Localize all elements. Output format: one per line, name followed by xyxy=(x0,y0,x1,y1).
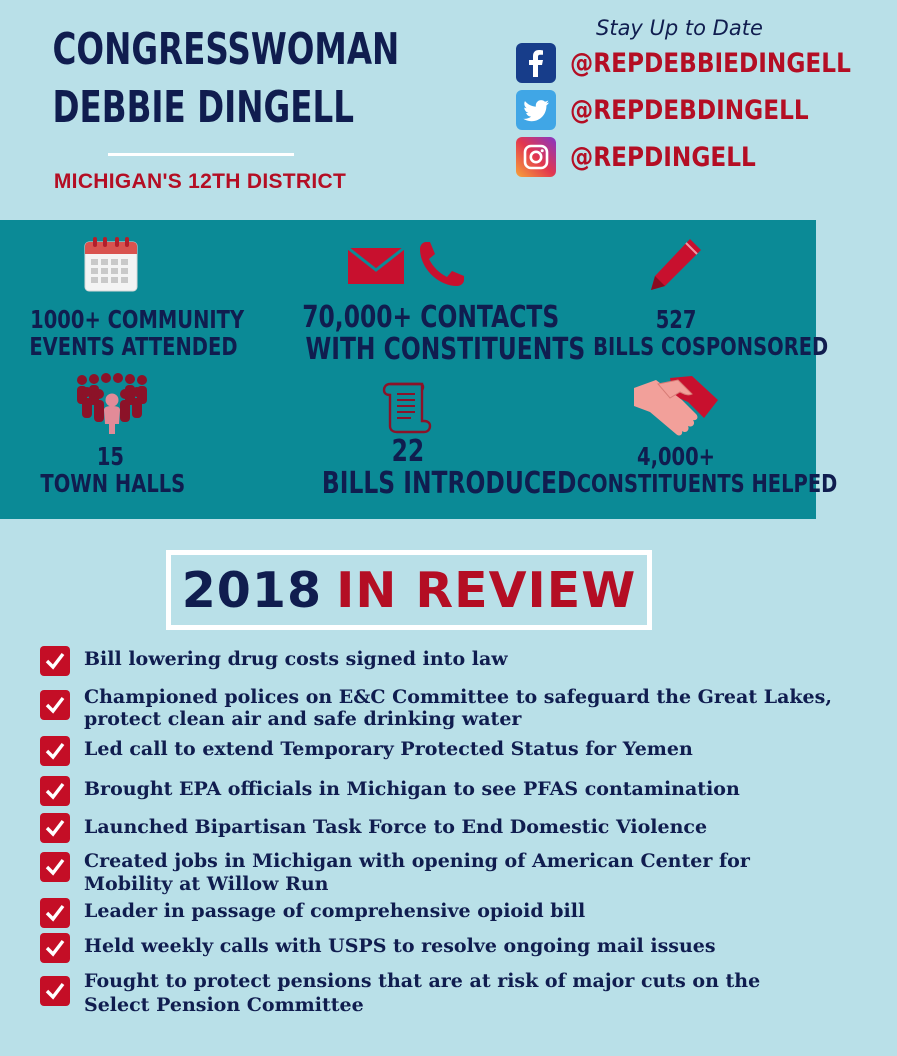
stat-bills-cosponsored: 527 BILLS COSPONSORED xyxy=(593,305,829,361)
checkmark-icon xyxy=(40,736,70,766)
social-twitter[interactable] xyxy=(516,90,848,130)
people-group-icon xyxy=(74,372,150,439)
title-divider xyxy=(108,153,294,156)
stat-bills-introduced: 22 BILLS INTRODUCED xyxy=(321,434,577,502)
checkmark-icon xyxy=(40,976,70,1006)
checkmark-icon xyxy=(40,852,70,882)
envelope-phone-icon xyxy=(346,238,470,295)
checkmark-icon xyxy=(40,690,70,720)
twitter-handle[interactable]: @REPDEBDINGELL xyxy=(570,94,809,126)
stat-contacts: 70,000+ CONTACTS WITH CONSTITUENTS xyxy=(302,300,586,368)
scroll-icon xyxy=(378,378,432,439)
stat-constituents-helped: 4,000+ CONSTITUENTS HELPED xyxy=(576,442,838,498)
review-heading-box xyxy=(166,550,652,630)
review-label: IN REVIEW xyxy=(336,561,637,619)
pen-icon xyxy=(646,236,706,297)
handshake-icon xyxy=(630,372,722,445)
review-year: 2018 xyxy=(181,561,323,619)
title-line-2: DEBBIE DINGELL xyxy=(52,82,354,133)
twitter-icon[interactable] xyxy=(516,90,556,130)
title-line-1: CONGRESSWOMAN xyxy=(52,24,400,75)
checkmark-icon xyxy=(40,776,70,806)
checkmark-icon xyxy=(40,933,70,963)
social-instagram[interactable] xyxy=(516,137,786,177)
header xyxy=(0,0,851,220)
instagram-icon[interactable] xyxy=(516,137,556,177)
social-facebook[interactable] xyxy=(516,43,897,83)
checkmark-icon xyxy=(40,646,70,676)
checkmark-icon xyxy=(40,813,70,843)
checkmark-icon xyxy=(40,898,70,928)
facebook-icon[interactable] xyxy=(516,43,556,83)
stat-town-halls: 15 TOWN HALLS xyxy=(40,442,186,498)
calendar-icon xyxy=(84,236,138,297)
facebook-handle[interactable]: @REPDEBBIEDINGELL xyxy=(570,47,851,79)
instagram-handle[interactable]: @REPDINGELL xyxy=(570,141,756,173)
review-heading xyxy=(182,562,637,619)
stat-community-events: 1000+ COMMUNITY EVENTS ATTENDED xyxy=(29,305,245,361)
stay-up-to-date-heading: Stay Up to Date xyxy=(596,16,763,40)
district-label: MICHIGAN'S 12TH DISTRICT xyxy=(53,170,347,193)
